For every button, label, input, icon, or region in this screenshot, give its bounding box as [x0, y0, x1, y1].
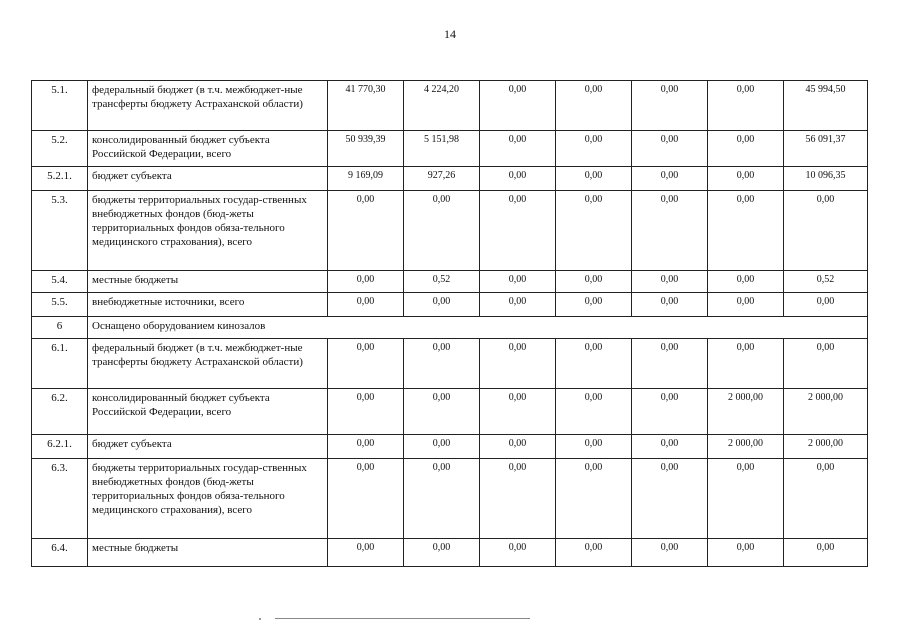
year-value: 0,00	[708, 339, 784, 389]
year-value: 0,00	[480, 459, 556, 539]
year-value: 0,00	[708, 539, 784, 567]
total-value: 0,00	[784, 539, 868, 567]
year-value: 0,00	[480, 435, 556, 459]
year-value: 0,00	[404, 191, 480, 271]
year-value: 0,00	[708, 271, 784, 293]
year-value: 0,00	[404, 339, 480, 389]
year-value: 0,00	[556, 459, 632, 539]
year-value: 0,00	[556, 293, 632, 317]
year-value: 0,00	[404, 435, 480, 459]
year-value: 0,00	[480, 271, 556, 293]
year-value: 0,00	[480, 293, 556, 317]
year-value: 0,00	[556, 131, 632, 167]
total-value: 0,00	[784, 459, 868, 539]
year-value: 0,00	[328, 539, 404, 567]
year-value: 0,00	[480, 167, 556, 191]
table-row	[32, 131, 868, 167]
year-value: 0,00	[632, 339, 708, 389]
table-row	[32, 271, 868, 293]
table-row	[32, 191, 868, 271]
year-value: 0,00	[328, 459, 404, 539]
year-value: 5 151,98	[404, 131, 480, 167]
table-row	[32, 339, 868, 389]
section-title: Оснащено оборудованием кинозалов	[88, 317, 868, 339]
row-description: федеральный бюджет (в т.ч. межбюджет-ные трансферты бюджету Астраханской области)	[88, 339, 328, 389]
year-value: 0,00	[328, 339, 404, 389]
year-value: 0,00	[632, 459, 708, 539]
year-value: 0,52	[404, 271, 480, 293]
year-value: 0,00	[404, 389, 480, 435]
year-value: 0,00	[328, 389, 404, 435]
year-value: 4 224,20	[404, 81, 480, 131]
year-value: 0,00	[708, 81, 784, 131]
table-row	[32, 167, 868, 191]
row-description: бюджеты территориальных государ-ственных внебюджетных фондов (бюд-жеты территориальных фондов обяза-тельного медицинского страхования), всего	[88, 191, 328, 271]
year-value: 0,00	[480, 389, 556, 435]
year-value: 0,00	[708, 191, 784, 271]
year-value: 0,00	[632, 81, 708, 131]
row-description: федеральный бюджет (в т.ч. межбюджет-ные трансферты бюджету Астраханской области)	[88, 81, 328, 131]
table-row	[32, 539, 868, 567]
year-value: 927,26	[404, 167, 480, 191]
total-value: 45 994,50	[784, 81, 868, 131]
total-value: 56 091,37	[784, 131, 868, 167]
year-value: 0,00	[480, 131, 556, 167]
total-value: 10 096,35	[784, 167, 868, 191]
year-value: 0,00	[328, 271, 404, 293]
total-value: 0,00	[784, 191, 868, 271]
year-value: 0,00	[480, 81, 556, 131]
year-value: 0,00	[708, 131, 784, 167]
row-number: 6.2.1.	[32, 435, 88, 459]
year-value: 0,00	[632, 191, 708, 271]
section-row	[32, 317, 868, 339]
row-number: 6	[32, 317, 88, 339]
row-number: 5.5.	[32, 293, 88, 317]
year-value: 0,00	[556, 81, 632, 131]
row-description: местные бюджеты	[88, 539, 328, 567]
year-value: 0,00	[708, 459, 784, 539]
total-value: 0,00	[784, 339, 868, 389]
year-value: 41 770,30	[328, 81, 404, 131]
year-value: 0,00	[328, 435, 404, 459]
row-description: внебюджетные источники, всего	[88, 293, 328, 317]
year-value: 0,00	[632, 167, 708, 191]
year-value: 0,00	[404, 539, 480, 567]
year-value: 0,00	[556, 191, 632, 271]
total-value: 0,52	[784, 271, 868, 293]
row-number: 5.4.	[32, 271, 88, 293]
year-value: 50 939,39	[328, 131, 404, 167]
year-value: 0,00	[632, 539, 708, 567]
table-row	[32, 435, 868, 459]
year-value: 0,00	[632, 271, 708, 293]
row-number: 6.1.	[32, 339, 88, 389]
table-row	[32, 293, 868, 317]
total-value: 2 000,00	[784, 389, 868, 435]
total-value: 2 000,00	[784, 435, 868, 459]
row-number: 5.2.1.	[32, 167, 88, 191]
row-description: бюджеты территориальных государ-ственных внебюджетных фондов (бюд-жеты территориальных фондов обяза-тельного медицинского страхования), всего	[88, 459, 328, 539]
year-value: 0,00	[632, 435, 708, 459]
row-number: 6.4.	[32, 539, 88, 567]
row-number: 5.2.	[32, 131, 88, 167]
row-description: местные бюджеты	[88, 271, 328, 293]
year-value: 0,00	[556, 435, 632, 459]
bottom-rule	[275, 618, 530, 619]
budget-table	[31, 80, 868, 567]
year-value: 0,00	[480, 191, 556, 271]
row-number: 5.1.	[32, 81, 88, 131]
total-value: 0,00	[784, 293, 868, 317]
row-description: бюджет субъекта	[88, 167, 328, 191]
year-value: 0,00	[404, 293, 480, 317]
year-value: 2 000,00	[708, 389, 784, 435]
year-value: 0,00	[708, 293, 784, 317]
year-value: 0,00	[556, 539, 632, 567]
row-description: бюджет субъекта	[88, 435, 328, 459]
year-value: 0,00	[708, 167, 784, 191]
row-description: консолидированный бюджет субъекта Российской Федерации, всего	[88, 131, 328, 167]
year-value: 0,00	[632, 389, 708, 435]
row-number: 5.3.	[32, 191, 88, 271]
year-value: 0,00	[632, 131, 708, 167]
year-value: 0,00	[556, 167, 632, 191]
year-value: 0,00	[328, 293, 404, 317]
table-row	[32, 459, 868, 539]
year-value: 0,00	[556, 339, 632, 389]
row-number: 6.2.	[32, 389, 88, 435]
row-number: 6.3.	[32, 459, 88, 539]
year-value: 0,00	[632, 293, 708, 317]
year-value: 0,00	[480, 339, 556, 389]
table-row	[32, 389, 868, 435]
year-value: 2 000,00	[708, 435, 784, 459]
row-description: консолидированный бюджет субъекта Российской Федерации, всего	[88, 389, 328, 435]
table-row	[32, 81, 868, 131]
page-number: 14	[444, 27, 456, 41]
year-value: 0,00	[556, 271, 632, 293]
year-value: 0,00	[328, 191, 404, 271]
year-value: 0,00	[404, 459, 480, 539]
scan-dot	[259, 618, 261, 620]
year-value: 9 169,09	[328, 167, 404, 191]
year-value: 0,00	[480, 539, 556, 567]
table-body	[32, 81, 868, 567]
year-value: 0,00	[556, 389, 632, 435]
